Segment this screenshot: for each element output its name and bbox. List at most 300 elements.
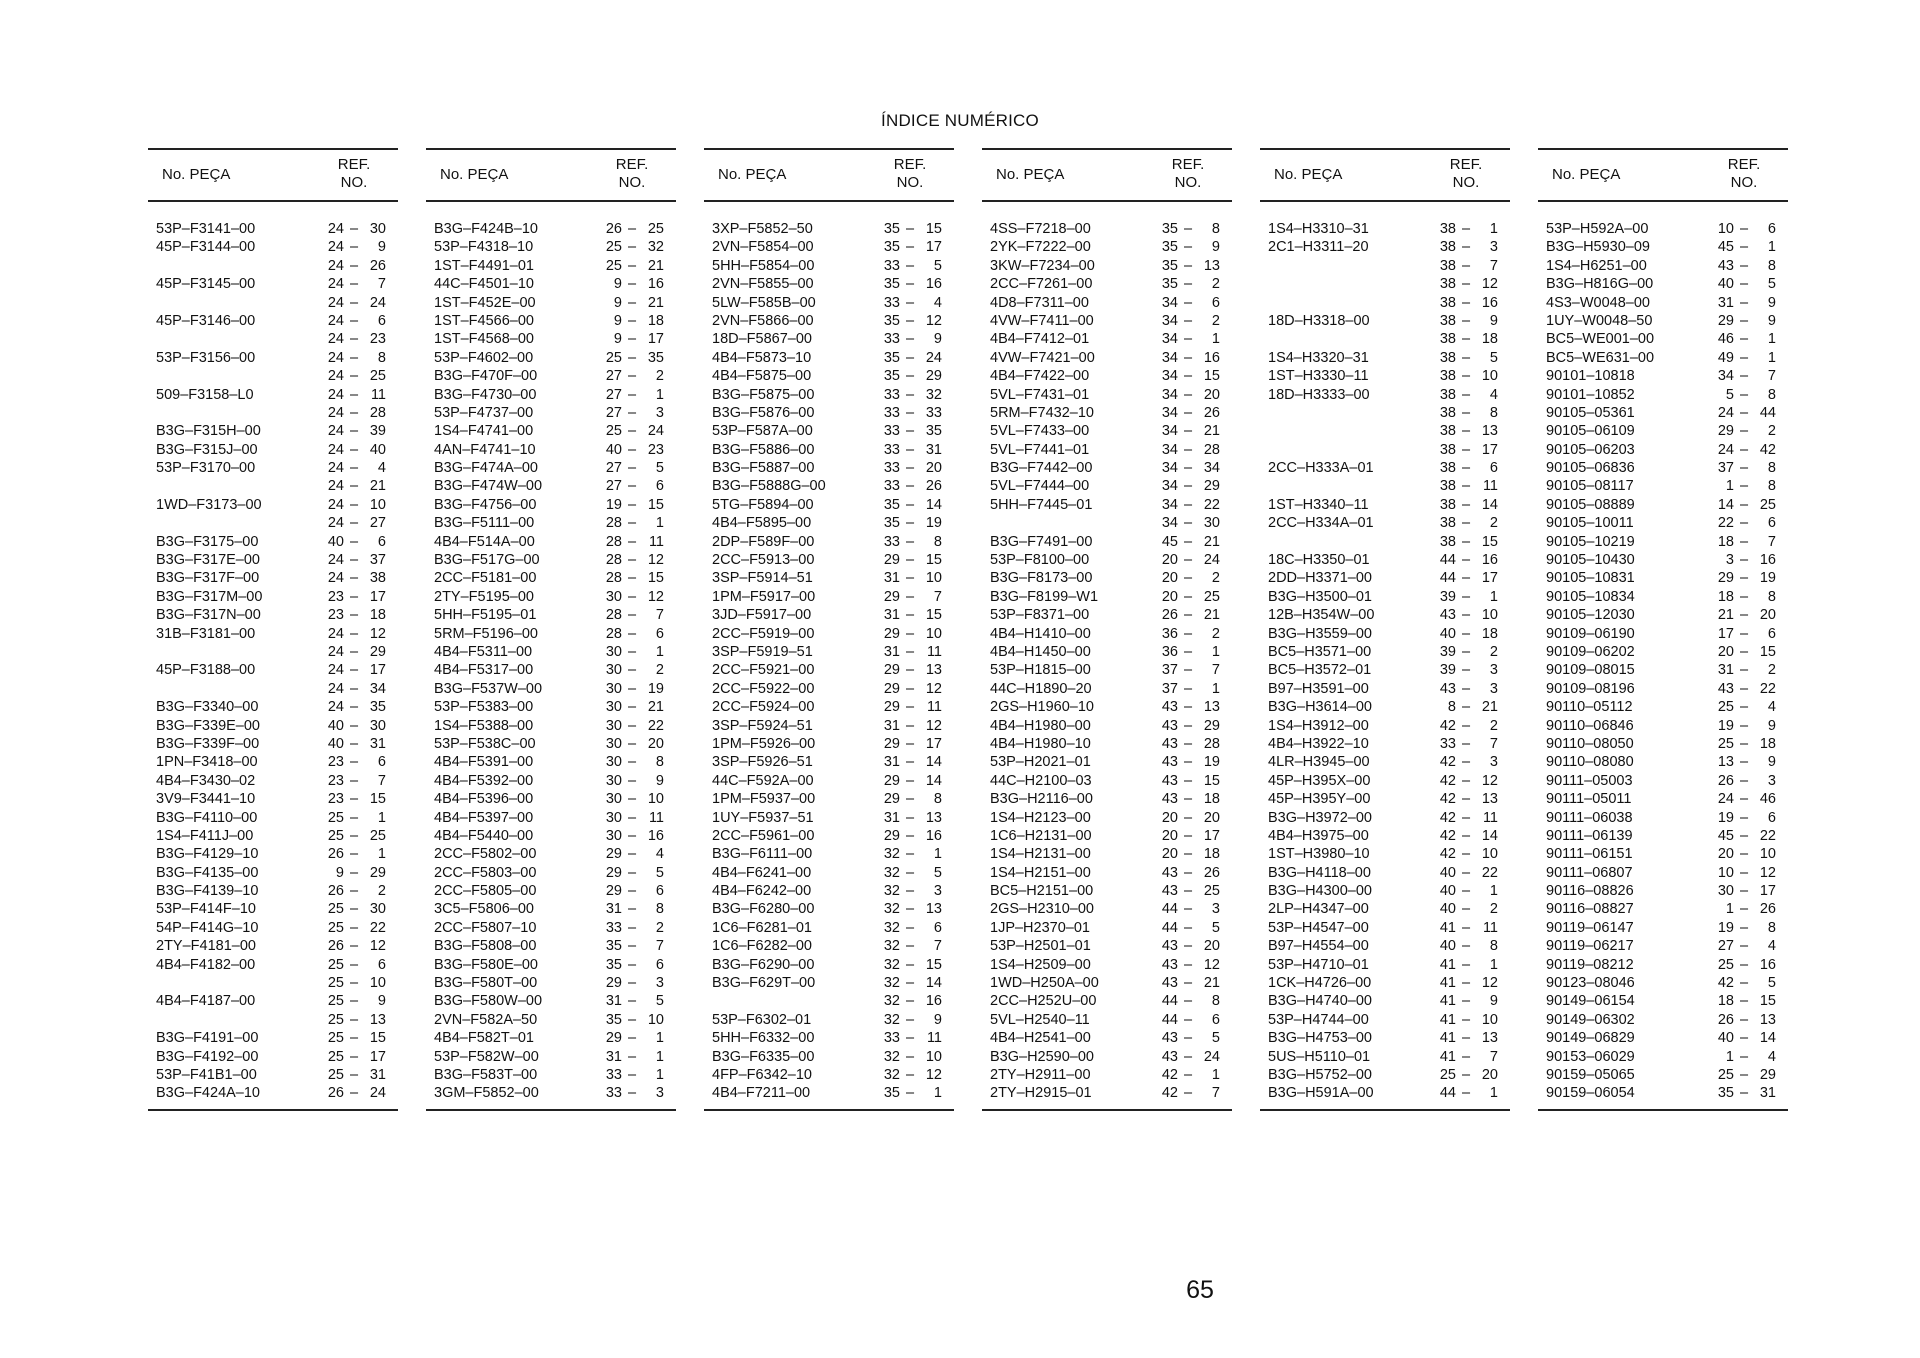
index-row xyxy=(1538,809,1788,827)
ref-number xyxy=(872,404,942,422)
part-number: B3G–F6290–00 xyxy=(712,956,815,973)
ref-number xyxy=(316,275,386,293)
ref-figure: 44 xyxy=(1439,552,1456,569)
part-number: 53P–H4744–00 xyxy=(1268,1011,1369,1028)
part-number: 1ST–H3340–11 xyxy=(1268,496,1369,513)
ref-figure: 35 xyxy=(883,221,900,237)
ref-number xyxy=(1150,735,1220,753)
ref-item: 10 xyxy=(925,625,942,642)
ref-figure: 34 xyxy=(1161,368,1178,385)
ref-number xyxy=(1150,845,1220,863)
ref-figure: 33 xyxy=(883,294,900,311)
ref-item: 24 xyxy=(369,294,386,311)
ref-item: 20 xyxy=(1481,1066,1498,1083)
index-rows xyxy=(148,220,398,1111)
part-number: 3SP–F5919–51 xyxy=(712,643,813,660)
part-number: 90105–10834 xyxy=(1546,588,1635,605)
ref-number xyxy=(1428,330,1498,348)
ref-dash: – xyxy=(627,827,637,844)
ref-item: 18 xyxy=(1481,331,1498,348)
ref-item: 3 xyxy=(1767,772,1776,789)
ref-dash: – xyxy=(349,975,359,992)
ref-dash: – xyxy=(1183,625,1193,642)
index-row xyxy=(982,772,1232,790)
ref-number xyxy=(1428,514,1498,532)
ref-number xyxy=(594,312,664,330)
ref-number xyxy=(1428,772,1498,790)
ref-dash: – xyxy=(905,772,915,789)
index-row xyxy=(982,625,1232,643)
ref-dash: – xyxy=(905,331,915,348)
ref-figure: 30 xyxy=(1717,883,1734,900)
ref-dash: – xyxy=(627,294,637,311)
part-number: B3G–F8199–W1 xyxy=(990,588,1099,605)
ref-number xyxy=(872,606,942,624)
ref-figure: 41 xyxy=(1439,956,1456,973)
part-number: 2CC–F5802–00 xyxy=(434,846,537,863)
part-number: 1S4–H2151–00 xyxy=(990,864,1091,881)
index-row xyxy=(1538,459,1788,477)
ref-item: 10 xyxy=(1481,1011,1498,1028)
ref-number xyxy=(872,386,942,404)
ref-number xyxy=(1706,698,1776,716)
ref-item: 5 xyxy=(933,864,942,881)
index-row xyxy=(426,330,676,348)
ref-figure: 20 xyxy=(1717,643,1734,660)
ref-number xyxy=(872,220,942,238)
ref-figure: 40 xyxy=(1439,883,1456,900)
ref-figure: 35 xyxy=(605,956,622,973)
ref-dash: – xyxy=(1461,404,1471,421)
ref-dash: – xyxy=(1739,386,1749,403)
ref-figure: 40 xyxy=(327,533,344,550)
part-number: B3G–F580W–00 xyxy=(434,993,543,1010)
ref-figure: 25 xyxy=(1717,1066,1734,1083)
index-row xyxy=(1260,753,1510,771)
ref-item: 23 xyxy=(369,331,386,348)
ref-figure: 25 xyxy=(1717,735,1734,752)
ref-number xyxy=(316,533,386,551)
ref-item: 7 xyxy=(1489,257,1498,274)
ref-item: 1 xyxy=(655,1030,664,1047)
index-row xyxy=(704,441,954,459)
ref-figure: 32 xyxy=(883,1048,900,1065)
part-number: 53P–F587A–00 xyxy=(712,423,813,440)
ref-number xyxy=(1706,956,1776,974)
ref-dash: – xyxy=(349,221,359,237)
ref-header-line2: NO. xyxy=(1730,174,1758,191)
index-row xyxy=(426,275,676,293)
ref-figure: 25 xyxy=(327,1048,344,1065)
ref-dash: – xyxy=(1461,956,1471,973)
ref-figure: 42 xyxy=(1439,717,1456,734)
ref-figure: 25 xyxy=(327,901,344,918)
ref-figure: 19 xyxy=(605,496,622,513)
ref-number-header xyxy=(324,156,384,192)
ref-number xyxy=(316,569,386,587)
ref-figure: 33 xyxy=(883,533,900,550)
ref-figure: 39 xyxy=(1439,588,1456,605)
ref-figure: 26 xyxy=(327,883,344,900)
ref-item: 2 xyxy=(1211,312,1220,329)
ref-number xyxy=(1706,680,1776,698)
part-number: 5HH–F5195–01 xyxy=(434,607,537,624)
ref-number xyxy=(594,956,664,974)
ref-number xyxy=(594,643,664,661)
ref-figure: 25 xyxy=(605,239,622,256)
part-number: 90116–08827 xyxy=(1546,901,1634,918)
part-number: 53P–H2501–01 xyxy=(990,938,1091,955)
index-row xyxy=(1538,845,1788,863)
ref-dash: – xyxy=(627,625,637,642)
ref-item: 8 xyxy=(377,349,386,366)
ref-figure: 29 xyxy=(1717,570,1734,587)
ref-dash: – xyxy=(1461,276,1471,293)
ref-dash: – xyxy=(905,257,915,274)
part-number: B97–H3591–00 xyxy=(1268,680,1369,697)
ref-number xyxy=(316,753,386,771)
ref-number xyxy=(1706,1029,1776,1047)
ref-dash: – xyxy=(349,938,359,955)
ref-dash: – xyxy=(349,662,359,679)
ref-figure: 17 xyxy=(1717,625,1734,642)
ref-dash: – xyxy=(627,515,637,532)
ref-figure: 20 xyxy=(1161,570,1178,587)
index-row xyxy=(704,606,954,624)
ref-item: 4 xyxy=(655,846,664,863)
ref-figure: 34 xyxy=(1161,386,1178,403)
ref-figure: 29 xyxy=(883,552,900,569)
ref-dash: – xyxy=(627,791,637,808)
part-number: 1UY–W0048–50 xyxy=(1546,312,1653,329)
ref-number xyxy=(872,753,942,771)
ref-item: 23 xyxy=(647,441,664,458)
index-row xyxy=(148,937,398,955)
ref-dash: – xyxy=(1461,919,1471,936)
index-row xyxy=(1538,1066,1788,1084)
index-row xyxy=(982,459,1232,477)
ref-figure: 24 xyxy=(327,460,344,477)
ref-dash: – xyxy=(627,1048,637,1065)
ref-dash: – xyxy=(1461,533,1471,550)
ref-figure: 3 xyxy=(1725,552,1734,569)
part-number: B3G–H816G–00 xyxy=(1546,276,1654,293)
ref-dash: – xyxy=(349,588,359,605)
index-row xyxy=(1538,680,1788,698)
index-row xyxy=(704,551,954,569)
ref-figure: 35 xyxy=(883,349,900,366)
part-number: B3G–F5886–00 xyxy=(712,441,815,458)
index-row xyxy=(1260,698,1510,716)
ref-figure: 30 xyxy=(605,791,622,808)
ref-header-line1: REF. xyxy=(1449,156,1483,173)
ref-number xyxy=(872,496,942,514)
ref-number xyxy=(872,698,942,716)
ref-number-header xyxy=(602,156,662,192)
part-number: 90111–06151 xyxy=(1546,846,1633,863)
index-row xyxy=(1538,698,1788,716)
ref-figure: 35 xyxy=(883,239,900,256)
index-row xyxy=(1538,441,1788,459)
part-number: B97–H4554–00 xyxy=(1268,938,1369,955)
part-number: B3G–F315J–00 xyxy=(156,441,258,458)
part-number: 1S4–F411J–00 xyxy=(156,827,254,844)
ref-dash: – xyxy=(627,552,637,569)
part-number: 1JP–H2370–01 xyxy=(990,919,1090,936)
part-number: 1ST–F4568–00 xyxy=(434,331,534,348)
index-row xyxy=(982,533,1232,551)
ref-number xyxy=(1150,477,1220,495)
ref-dash: – xyxy=(1739,257,1749,274)
ref-dash: – xyxy=(1183,221,1193,237)
part-number: 4B4–F5875–00 xyxy=(712,368,812,385)
index-row xyxy=(982,937,1232,955)
part-number: 90105–12030 xyxy=(1546,607,1635,624)
ref-number xyxy=(1706,827,1776,845)
index-row xyxy=(426,1084,676,1102)
ref-figure: 40 xyxy=(605,441,622,458)
index-row xyxy=(982,349,1232,367)
ref-item: 10 xyxy=(369,496,386,513)
ref-figure: 19 xyxy=(1717,809,1734,826)
ref-number xyxy=(316,882,386,900)
ref-number xyxy=(1706,551,1776,569)
index-row xyxy=(1538,1084,1788,1102)
ref-number xyxy=(1706,238,1776,256)
ref-figure: 14 xyxy=(1717,496,1734,513)
ref-item: 4 xyxy=(1767,938,1776,955)
index-row xyxy=(1260,551,1510,569)
ref-figure: 24 xyxy=(1717,441,1734,458)
index-row xyxy=(1260,717,1510,735)
index-row xyxy=(1538,496,1788,514)
ref-number xyxy=(1706,790,1776,808)
index-row xyxy=(1538,1048,1788,1066)
part-number: 2GS–H1960–10 xyxy=(990,699,1094,716)
index-row xyxy=(704,330,954,348)
ref-figure: 18 xyxy=(1717,588,1734,605)
ref-number xyxy=(1150,919,1220,937)
index-row xyxy=(426,661,676,679)
part-number: 53P–F538C–00 xyxy=(434,735,536,752)
part-number: 2CC–F5919–00 xyxy=(712,625,815,642)
ref-number-header xyxy=(880,156,940,192)
index-row xyxy=(982,275,1232,293)
part-number: 53P–F4318–10 xyxy=(434,239,534,256)
ref-dash: – xyxy=(1461,294,1471,311)
index-row xyxy=(704,717,954,735)
index-row xyxy=(982,1048,1232,1066)
index-row xyxy=(426,349,676,367)
ref-dash: – xyxy=(1461,349,1471,366)
ref-figure: 34 xyxy=(1161,331,1178,348)
ref-dash: – xyxy=(349,791,359,808)
part-number: 90105–08117 xyxy=(1546,478,1634,495)
ref-item: 35 xyxy=(647,349,664,366)
ref-item: 6 xyxy=(1489,460,1498,477)
ref-header-line2: NO. xyxy=(618,174,646,191)
ref-dash: – xyxy=(905,975,915,992)
ref-number xyxy=(316,992,386,1010)
ref-dash: – xyxy=(905,515,915,532)
ref-item: 35 xyxy=(925,423,942,440)
ref-dash: – xyxy=(905,349,915,366)
ref-item: 1 xyxy=(1211,1066,1220,1083)
ref-item: 9 xyxy=(1489,993,1498,1010)
ref-item: 20 xyxy=(647,735,664,752)
ref-figure: 33 xyxy=(883,441,900,458)
ref-figure: 32 xyxy=(883,975,900,992)
part-number: BC5–H3571–00 xyxy=(1268,643,1372,660)
ref-item: 28 xyxy=(369,404,386,421)
ref-figure: 18 xyxy=(1717,993,1734,1010)
ref-item: 8 xyxy=(655,901,664,918)
index-row xyxy=(704,864,954,882)
ref-item: 29 xyxy=(1203,478,1220,495)
ref-figure: 30 xyxy=(605,827,622,844)
ref-number xyxy=(316,386,386,404)
part-number: B3G–H4740–00 xyxy=(1268,993,1372,1010)
part-number: 2TY–H2911–00 xyxy=(990,1066,1091,1083)
index-row xyxy=(1538,864,1788,882)
ref-number xyxy=(594,809,664,827)
index-row xyxy=(982,1029,1232,1047)
ref-dash: – xyxy=(905,221,915,237)
part-number: 4VW–F7421–00 xyxy=(990,349,1095,366)
ref-number xyxy=(594,1084,664,1102)
ref-dash: – xyxy=(1183,772,1193,789)
ref-dash: – xyxy=(905,883,915,900)
ref-item: 22 xyxy=(1759,680,1776,697)
ref-dash: – xyxy=(905,1066,915,1083)
ref-dash: – xyxy=(905,368,915,385)
ref-item: 20 xyxy=(1759,607,1776,624)
index-row xyxy=(148,974,398,992)
index-row xyxy=(1538,919,1788,937)
ref-figure: 30 xyxy=(605,588,622,605)
part-number: 2VN–F5854–00 xyxy=(712,239,814,256)
ref-number xyxy=(1706,588,1776,606)
index-row xyxy=(1260,312,1510,330)
ref-figure: 30 xyxy=(605,754,622,771)
ref-number xyxy=(1150,974,1220,992)
part-number: B3G–F580E–00 xyxy=(434,956,538,973)
index-row xyxy=(1260,1011,1510,1029)
ref-number xyxy=(1428,809,1498,827)
ref-number xyxy=(594,1066,664,1084)
ref-number xyxy=(316,606,386,624)
ref-figure: 42 xyxy=(1439,846,1456,863)
ref-item: 13 xyxy=(369,1011,386,1028)
index-row xyxy=(704,569,954,587)
part-number: 90105–10831 xyxy=(1546,570,1635,587)
ref-item: 7 xyxy=(655,938,664,955)
part-number: 5RM–F7432–10 xyxy=(990,404,1094,421)
ref-figure: 1 xyxy=(1725,478,1734,495)
ref-item: 6 xyxy=(377,754,386,771)
index-row xyxy=(1260,919,1510,937)
index-row xyxy=(982,790,1232,808)
ref-dash: – xyxy=(349,239,359,256)
ref-figure: 28 xyxy=(605,625,622,642)
ref-dash: – xyxy=(1739,294,1749,311)
ref-item: 1 xyxy=(655,386,664,403)
part-number: 90110–06846 xyxy=(1546,717,1634,734)
ref-figure: 24 xyxy=(327,257,344,274)
ref-number xyxy=(1428,735,1498,753)
ref-item: 16 xyxy=(925,827,942,844)
ref-dash: – xyxy=(1461,827,1471,844)
ref-number xyxy=(594,404,664,422)
index-column-2 xyxy=(426,148,676,1111)
part-number: B3G–F315H–00 xyxy=(156,423,261,440)
ref-figure: 35 xyxy=(883,276,900,293)
ref-item: 22 xyxy=(1759,827,1776,844)
ref-figure: 33 xyxy=(883,386,900,403)
ref-number-header xyxy=(1158,156,1218,192)
ref-figure: 24 xyxy=(327,221,344,237)
ref-figure: 42 xyxy=(1439,791,1456,808)
ref-dash: – xyxy=(627,993,637,1010)
ref-dash: – xyxy=(1183,386,1193,403)
part-number: B3G–H5752–00 xyxy=(1268,1066,1372,1083)
index-row xyxy=(704,514,954,532)
ref-item: 8 xyxy=(655,754,664,771)
index-row xyxy=(704,349,954,367)
ref-number xyxy=(872,312,942,330)
part-number: B3G–F7491–00 xyxy=(990,533,1093,550)
index-row xyxy=(982,422,1232,440)
index-row xyxy=(426,257,676,275)
ref-figure: 29 xyxy=(883,735,900,752)
ref-number xyxy=(316,1048,386,1066)
part-number: B3G–H3614–00 xyxy=(1268,699,1372,716)
ref-dash: – xyxy=(1183,754,1193,771)
ref-number xyxy=(1150,992,1220,1010)
ref-number xyxy=(872,275,942,293)
ref-dash: – xyxy=(1183,368,1193,385)
ref-item: 1 xyxy=(1489,956,1498,973)
index-row xyxy=(704,294,954,312)
ref-dash: – xyxy=(1461,1066,1471,1083)
ref-item: 6 xyxy=(655,883,664,900)
part-number: B3G–F317M–00 xyxy=(156,588,263,605)
ref-dash: – xyxy=(627,901,637,918)
ref-number xyxy=(1150,661,1220,679)
ref-item: 2 xyxy=(1211,570,1220,587)
ref-dash: – xyxy=(349,993,359,1010)
ref-number xyxy=(1706,312,1776,330)
ref-dash: – xyxy=(1183,570,1193,587)
ref-item: 7 xyxy=(933,588,942,605)
ref-item: 42 xyxy=(1759,441,1776,458)
index-row xyxy=(148,1066,398,1084)
index-row xyxy=(148,312,398,330)
ref-figure: 38 xyxy=(1439,331,1456,348)
ref-dash: – xyxy=(627,919,637,936)
ref-header-line1: REF. xyxy=(1727,156,1761,173)
part-number: B3G–F424A–10 xyxy=(156,1085,260,1102)
ref-figure: 45 xyxy=(1717,827,1734,844)
part-number: 90101–10818 xyxy=(1546,368,1635,385)
index-row xyxy=(1538,569,1788,587)
index-row xyxy=(148,772,398,790)
ref-dash: – xyxy=(1461,1011,1471,1028)
ref-item: 2 xyxy=(655,919,664,936)
ref-number xyxy=(1428,1011,1498,1029)
ref-item: 12 xyxy=(925,1066,942,1083)
ref-dash: – xyxy=(1461,643,1471,660)
